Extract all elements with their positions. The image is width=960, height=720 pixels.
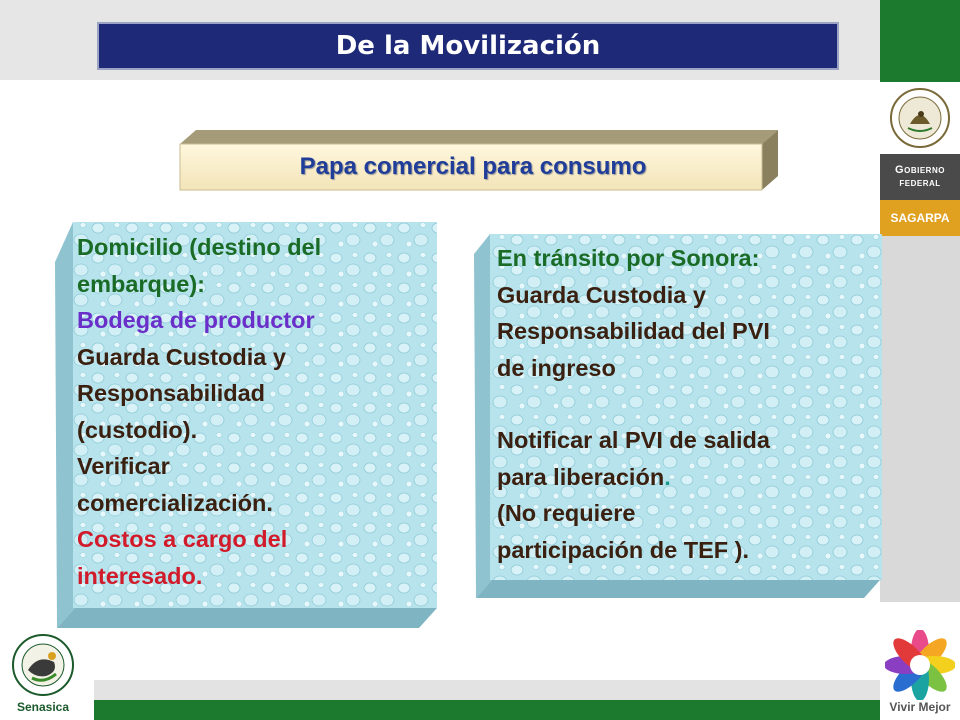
flower-icon [885, 630, 955, 700]
left-box-text [77, 229, 422, 594]
sagarpa-logo [880, 200, 960, 236]
senasica-label: Senasica [16, 700, 70, 714]
left-line: Costos a cargo del [77, 526, 288, 552]
right-box-text [497, 240, 877, 568]
left-line: (custodio). [77, 416, 198, 443]
subtitle [180, 144, 766, 190]
footer-grey-bar [94, 680, 880, 700]
gobierno-label: Gobierno [895, 164, 945, 176]
left-line: Responsabilidad [77, 380, 266, 406]
senasica-emblem-icon [10, 632, 76, 698]
left-line: Guarda Custodia y [77, 343, 286, 370]
left-line: Bodega de productor [77, 307, 315, 333]
right-line [497, 459, 877, 496]
federal-label: federal [899, 177, 941, 189]
right-line: Guarda Custodia y [497, 281, 706, 308]
right-line: participación de TEF ). [497, 536, 750, 563]
right-line: de ingreso [497, 354, 616, 381]
left-line: comercialización. [77, 489, 273, 516]
senasica-logo [6, 632, 80, 716]
left-line: interesado. [77, 562, 203, 589]
mexico-seal-icon [880, 82, 960, 154]
sagarpa-label: SAGARPA [890, 211, 950, 225]
footer-green-bar [94, 700, 880, 720]
left-line: Domicilio (destino del [77, 234, 322, 260]
vivir-mejor-label: Vivir Mejor [889, 700, 951, 714]
right-line: En tránsito por Sonora: [497, 245, 760, 271]
page-title: De la Movilización [335, 31, 601, 61]
right-line: (No requiere [497, 500, 636, 526]
spacer [497, 386, 877, 422]
gobierno-federal-logo [880, 154, 960, 200]
subtitle-text: Papa comercial para consumo [299, 153, 647, 180]
brand-grey-bar [880, 236, 960, 602]
right-line: Notificar al PVI de salida [497, 427, 770, 453]
right-line-part: . [664, 463, 671, 490]
title-banner [97, 22, 839, 70]
right-line: Responsabilidad del PVI [497, 318, 770, 344]
right-line-part: para liberación [497, 463, 665, 490]
vivir-mejor-logo [880, 602, 960, 720]
left-line: Verificar [77, 453, 170, 479]
brand-green-bar [880, 0, 960, 82]
branding-panel [880, 0, 960, 720]
left-line: embarque): [77, 270, 205, 297]
